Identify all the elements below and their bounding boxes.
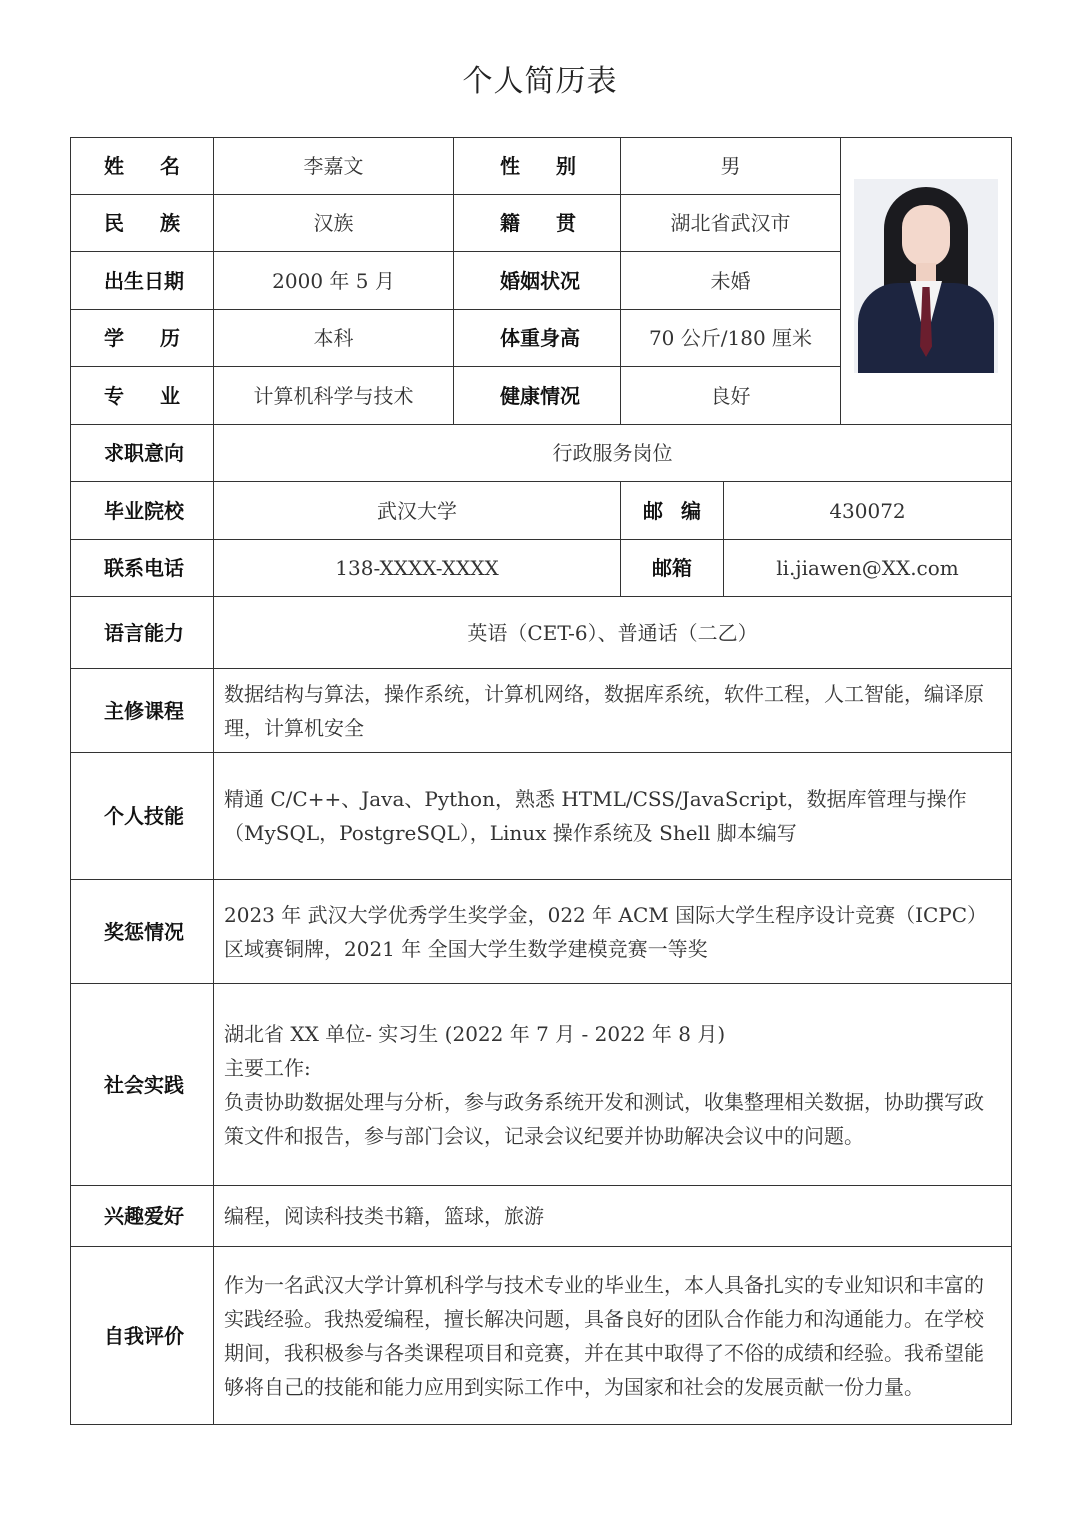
label-ethnicity: 民 族: [71, 195, 214, 252]
row-job-intention: [71, 425, 1012, 482]
practice-line-1: 湖北省 XX 单位- 实习生 (2022 年 7 月 - 2022 年 8 月): [224, 1021, 726, 1046]
label-hobbies: 兴趣爱好: [71, 1186, 214, 1247]
label-practice: 社会实践: [71, 984, 214, 1186]
label-height-weight: 体重身高: [454, 310, 621, 367]
value-phone: 138-XXXX-XXXX: [214, 540, 621, 597]
photo-cell: [841, 138, 1012, 425]
row-phone: [71, 540, 1012, 597]
label-native-place: 籍 贯: [454, 195, 621, 252]
value-education: 本科: [214, 310, 454, 367]
value-self-eval: 作为一名武汉大学计算机科学与技术专业的毕业生，本人具备扎实的专业知识和丰富的实践经验。我热爱编程，擅长解决问题，具备良好的团队合作能力和沟通能力。在学校期间，我积极参与各类课程项目和竞赛，并在其中取得了不俗的成绩和经验。我希望能够将自己的技能和能力应用到实际工作中，为国家和社会的发展贡献一份力量。: [214, 1247, 1012, 1425]
label-phone: 联系电话: [71, 540, 214, 597]
label-education: 学 历: [71, 310, 214, 367]
label-name: 姓 名: [71, 138, 214, 195]
value-native-place: 湖北省武汉市: [621, 195, 841, 252]
row-self-eval: [71, 1247, 1012, 1425]
row-school: [71, 482, 1012, 540]
resume-table: [70, 137, 1012, 1425]
row-hobbies: [71, 1186, 1012, 1247]
row-awards: [71, 880, 1012, 984]
label-major: 专 业: [71, 367, 214, 425]
row-skills: [71, 753, 1012, 880]
value-height-weight: 70 公斤/180 厘米: [621, 310, 841, 367]
value-courses: 数据结构与算法，操作系统，计算机网络，数据库系统，软件工程，人工智能，编译原理，计算机安全: [214, 669, 1012, 753]
label-self-eval: 自我评价: [71, 1247, 214, 1425]
page-title: 个人简历表: [462, 64, 618, 99]
label-postcode: 邮 编: [621, 482, 724, 540]
value-job-intention: 行政服务岗位: [214, 425, 1012, 482]
value-health: 良好: [621, 367, 841, 425]
value-school: 武汉大学: [214, 482, 621, 540]
row-courses: [71, 669, 1012, 753]
label-awards: 奖惩情况: [71, 880, 214, 984]
profile-photo: [854, 179, 998, 373]
value-major: 计算机科学与技术: [214, 367, 454, 425]
value-awards: 2023 年 武汉大学优秀学生奖学金，022 年 ACM 国际大学生程序设计竞赛（ICPC）区域赛铜牌，2021 年 全国大学生数学建模竞赛一等奖: [214, 880, 1012, 984]
value-hobbies: 编程，阅读科技类书籍，篮球，旅游: [214, 1186, 1012, 1247]
value-practice: [214, 984, 1012, 1186]
label-marital: 婚姻状况: [454, 252, 621, 310]
row-name: [71, 138, 1012, 195]
label-birth: 出生日期: [71, 252, 214, 310]
value-gender: 男: [621, 138, 841, 195]
label-email: 邮箱: [621, 540, 724, 597]
value-birth: 2000 年 5 月: [214, 252, 454, 310]
row-practice: [71, 984, 1012, 1186]
label-school: 毕业院校: [71, 482, 214, 540]
row-language: [71, 597, 1012, 669]
label-job-intention: 求职意向: [71, 425, 214, 482]
label-courses: 主修课程: [71, 669, 214, 753]
practice-line-2: 主要工作:: [224, 1055, 311, 1080]
value-language: 英语（CET-6）、普通话（二乙）: [214, 597, 1012, 669]
value-ethnicity: 汉族: [214, 195, 454, 252]
value-skills: 精通 C/C++、Java、Python，熟悉 HTML/CSS/JavaScript，数据库管理与操作（MySQL，PostgreSQL），Linux 操作系统及 Shell 脚本编写: [214, 753, 1012, 880]
label-gender: 性 别: [454, 138, 621, 195]
value-email: li.jiawen@XX.com: [724, 540, 1012, 597]
label-health: 健康情况: [454, 367, 621, 425]
label-language: 语言能力: [71, 597, 214, 669]
label-skills: 个人技能: [71, 753, 214, 880]
value-name: 李嘉文: [214, 138, 454, 195]
value-postcode: 430072: [724, 482, 1012, 540]
practice-line-3: 负责协助数据处理与分析，参与政务系统开发和测试，收集整理相关数据，协助撰写政策文件和报告，参与部门会议，记录会议纪要并协助解决会议中的问题。: [224, 1089, 984, 1148]
value-marital: 未婚: [621, 252, 841, 310]
